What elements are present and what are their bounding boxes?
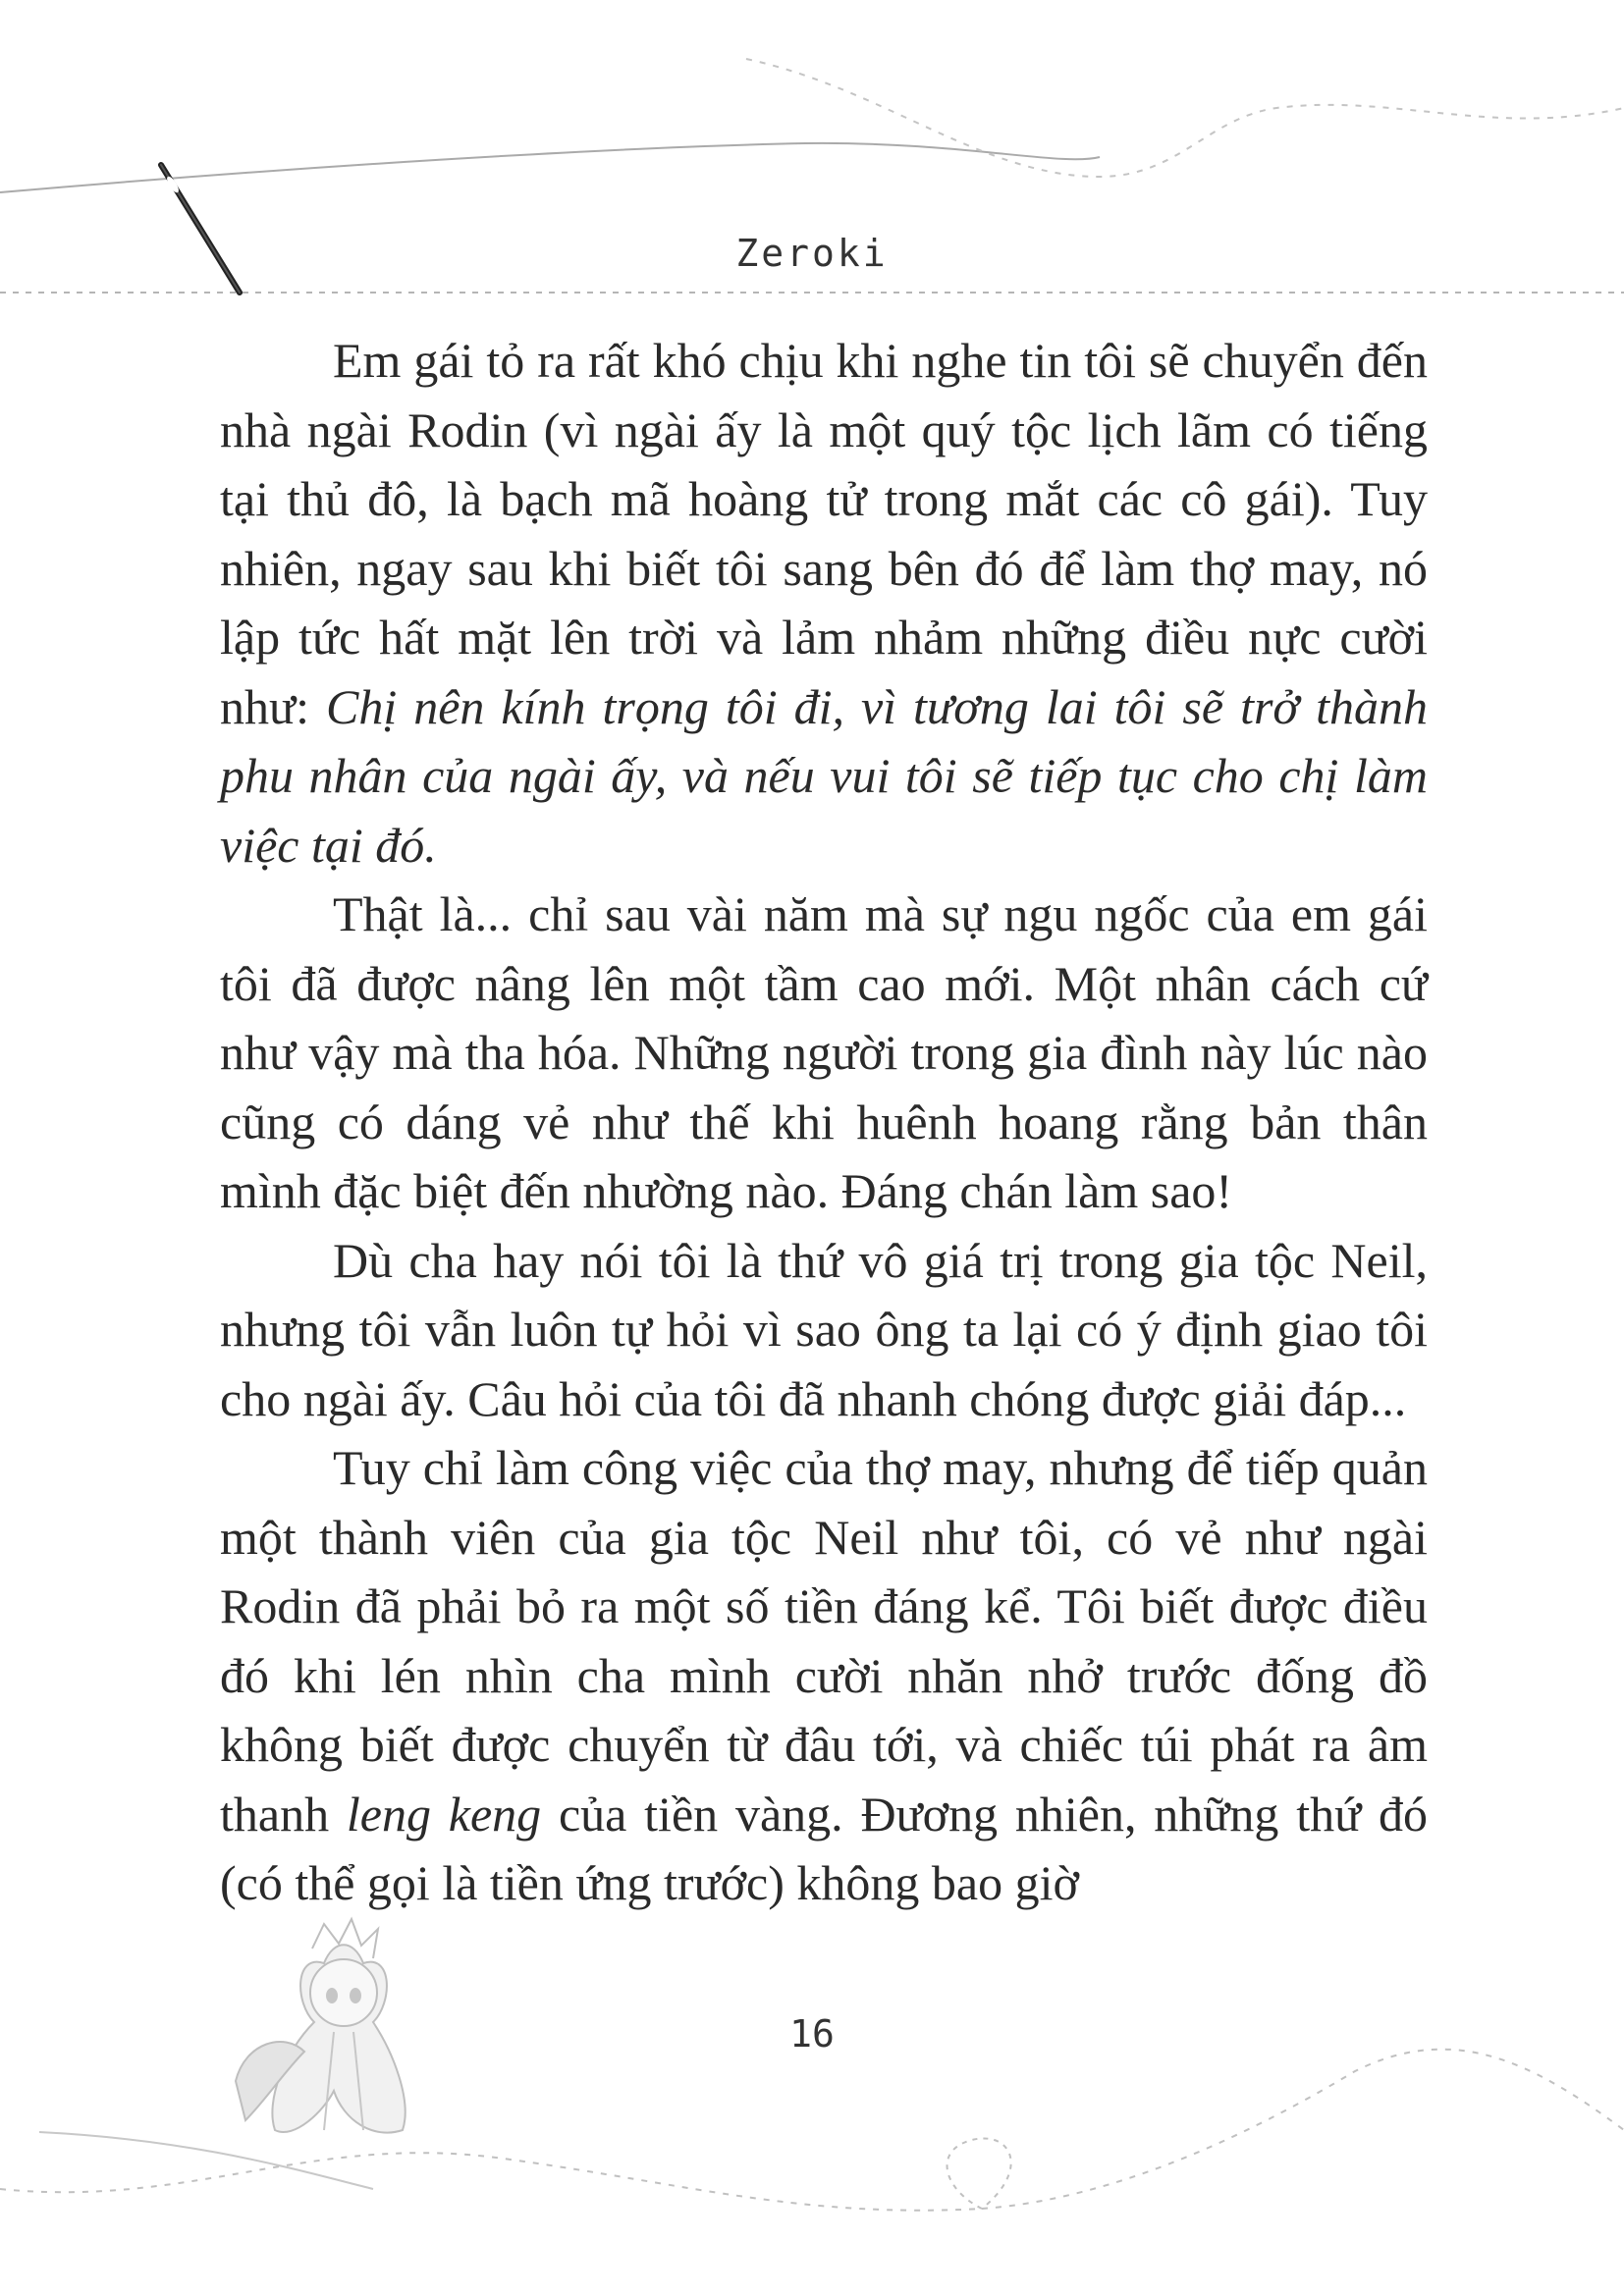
top-right-dashed-curve bbox=[746, 59, 1624, 177]
bottom-edge-thread bbox=[39, 2132, 373, 2189]
paragraph bbox=[220, 1433, 1428, 1918]
paragraph-text: Dù cha hay nói tôi là thứ vô giá trị trong gia tộc Neil, nhưng tôi vẫn luôn tự hỏi vì sao ông ta lại có ý định giao tôi cho ngài ấy. Câu hỏi của tôi đã nhanh chóng được giải đáp... bbox=[220, 1232, 1428, 1426]
bottom-dashed-loop bbox=[947, 2138, 1011, 2209]
paragraph-text: Thật là... chỉ sau vài năm mà sự ngu ngốc của em gái tôi đã được nâng lên một tầm cao mới. Một nhân cách cứ như vậy mà tha hóa. Những người trong gia đình này lúc nào cũng có dáng vẻ như thế khi huênh hoang rằng bản thân mình đặc biệt đến nhường nào. Đáng chán làm sao! bbox=[220, 886, 1428, 1218]
page-number: 16 bbox=[789, 2012, 835, 2056]
body-text bbox=[220, 326, 1428, 1918]
paragraph bbox=[220, 1226, 1428, 1434]
bottom-dashed-curve-right bbox=[982, 2050, 1624, 2209]
paragraph-text: Em gái tỏ ra rất khó chịu khi nghe tin tôi sẽ chuyển đến nhà ngài Rodin (vì ngài ấy là một quý tộc lịch lãm có tiếng tại thủ đô, là bạch mã hoàng tử trong mắt các cô gái). Tuy nhiên, ngay sau khi biết tôi sang bên đó để làm thợ may, nó lập tức hất mặt lên trời và lảm nhảm những điều nực cười như: bbox=[220, 333, 1428, 734]
paragraph-text-continued: của tiền vàng. Đương nhiên, những thứ đó (có thể gọi là tiền ứng trước) không bao giờ bbox=[220, 1786, 1428, 1910]
bottom-dashed-curve-left bbox=[0, 2153, 982, 2211]
paragraph bbox=[220, 326, 1428, 880]
paragraph-italic-text: Chị nên kính trọng tôi đi, vì tương lai tôi sẽ trở thành phu nhân của ngài ấy, và nếu vui tôi sẽ tiếp tục cho chị làm việc tại đó. bbox=[220, 678, 1428, 873]
paragraph-text: Tuy chỉ làm công việc của thợ may, nhưng để tiếp quản một thành viên của gia tộc Neil như tôi, có vẻ như ngài Rodin đã phải bỏ ra một số tiền đáng kể. Tôi biết được điều đó khi lén nhìn cha mình cười nhăn nhở trước đống đồ không biết được chuyển từ đâu tới, và chiếc túi phát ra âm thanh bbox=[220, 1440, 1428, 1842]
running-header-title: Zeroki bbox=[735, 232, 889, 275]
paragraph bbox=[220, 880, 1428, 1226]
paragraph-italic-text: leng keng bbox=[346, 1786, 542, 1842]
